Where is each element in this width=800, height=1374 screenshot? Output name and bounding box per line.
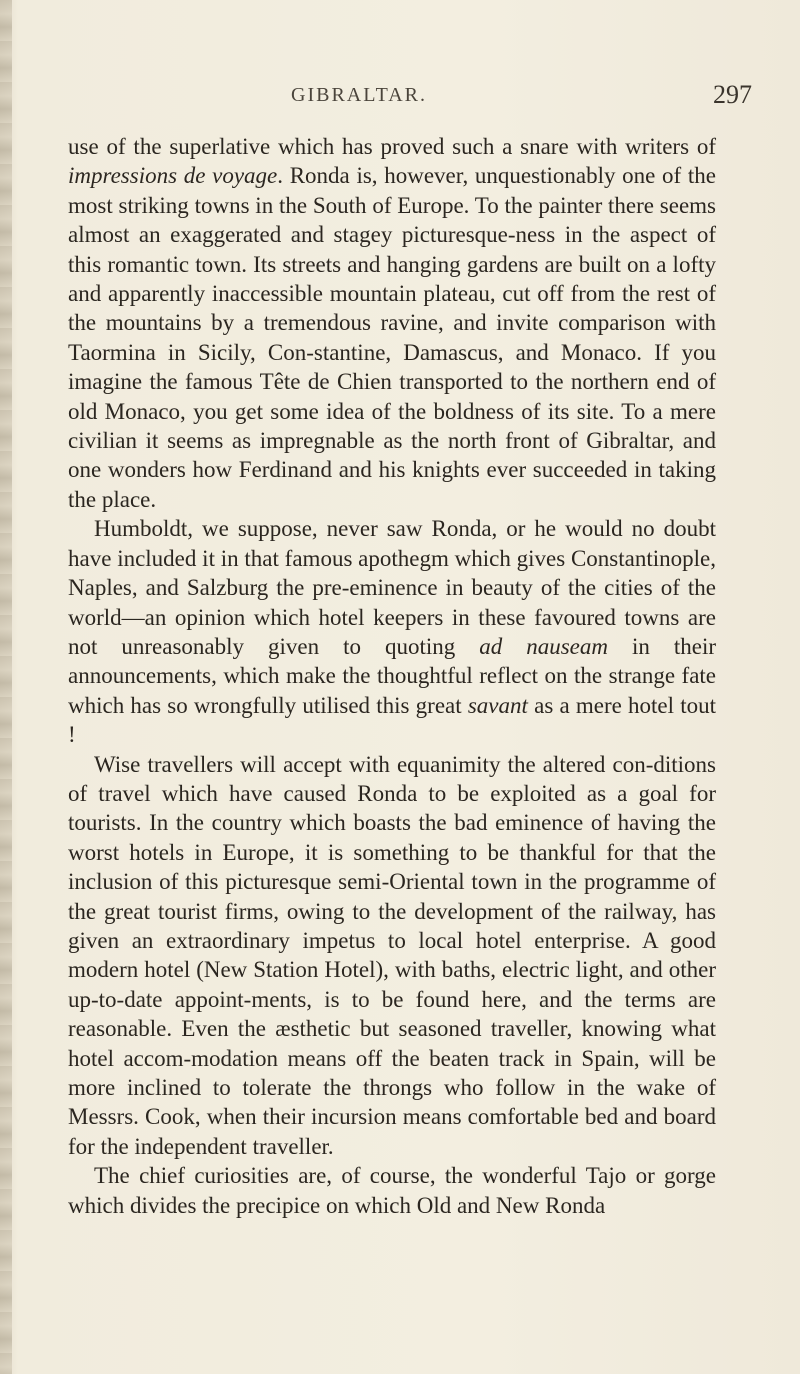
italic-phrase: savant <box>467 692 528 718</box>
page-number: 297 <box>713 80 752 109</box>
italic-phrase: impressions de voyage <box>68 163 278 189</box>
italic-phrase: ad nauseam <box>479 633 608 659</box>
text-run: use of the superlative which has proved such a snare with writers of <box>68 134 716 159</box>
text-run: Humboldt, we suppose, never saw Ronda, or he would no doubt have included it in that famous apothegm which gives Constantinople, Naples, and Salzburg the pre-eminence in beauty of the cities of the world—an opinion which hotel keepers in these favoured towns are not unreasonably given to quoting <box>68 516 716 659</box>
paragraph <box>68 132 716 514</box>
body-text <box>68 132 716 1220</box>
page-binding-edge <box>0 0 12 1374</box>
text-run: . Ronda is, however, unquestionably one of the most striking towns in the South of Europe. To the painter there seems almost an exaggerated and stagey picturesque-ness in the aspect of this romantic town. Its streets and hanging gardens are built on a lofty and apparently inaccessible mountain plateau, cut off from the rest of the mountains by a tremendous ravine, and invite comparison with Taormina in Sicily, Con-stantine, Damascus, and Monaco. If you imagine the famous Tête de Chien transported to the northern end of old Monaco, you get some idea of the boldness of its site. To a mere civilian it seems as impregnable as the north front of Gibraltar, and one wonders how Ferdinand and his knights ever succeeded in taking the place. <box>68 163 716 512</box>
paragraph <box>68 750 716 1162</box>
text-run: Wise travellers will accept with equanimity the altered con-ditions of travel which have caused Ronda to be exploited as a goal for tourists. In the country which boasts the bad eminence of having the worst hotels in Europe, it is something to be thankful for that the inclusion of this picturesque semi-Oriental town in the programme of the great tourist firms, owing to the development of the railway, has given an extraordinary impetus to local hotel enterprise. A good modern hotel (New Station Hotel), with baths, electric light, and other up-to-date appoint-ments, is to be found here, and the terms are reasonable. Even the æsthetic but seasoned traveller, knowing what hotel accom-modation means off the beaten track in Spain, will be more inclined to tolerate the throngs who follow in the wake of Messrs. Cook, when their incursion means comfortable bed and board for the independent traveller. <box>68 751 716 1159</box>
text-run: as a mere hotel tout ! <box>68 692 716 748</box>
text-run: The chief curiosities are, of course, the wonderful Tajo or gorge which divides the precipice on which Old and New Ronda <box>68 1163 716 1218</box>
running-head <box>0 80 800 110</box>
paragraph <box>68 1161 716 1220</box>
text-run: in their announcements, which make the thoughtful reflect on the strange fate which has so wrongfully utilised this great <box>68 633 716 718</box>
paragraph <box>68 514 716 749</box>
chapter-title: GIBRALTAR. <box>291 84 428 106</box>
